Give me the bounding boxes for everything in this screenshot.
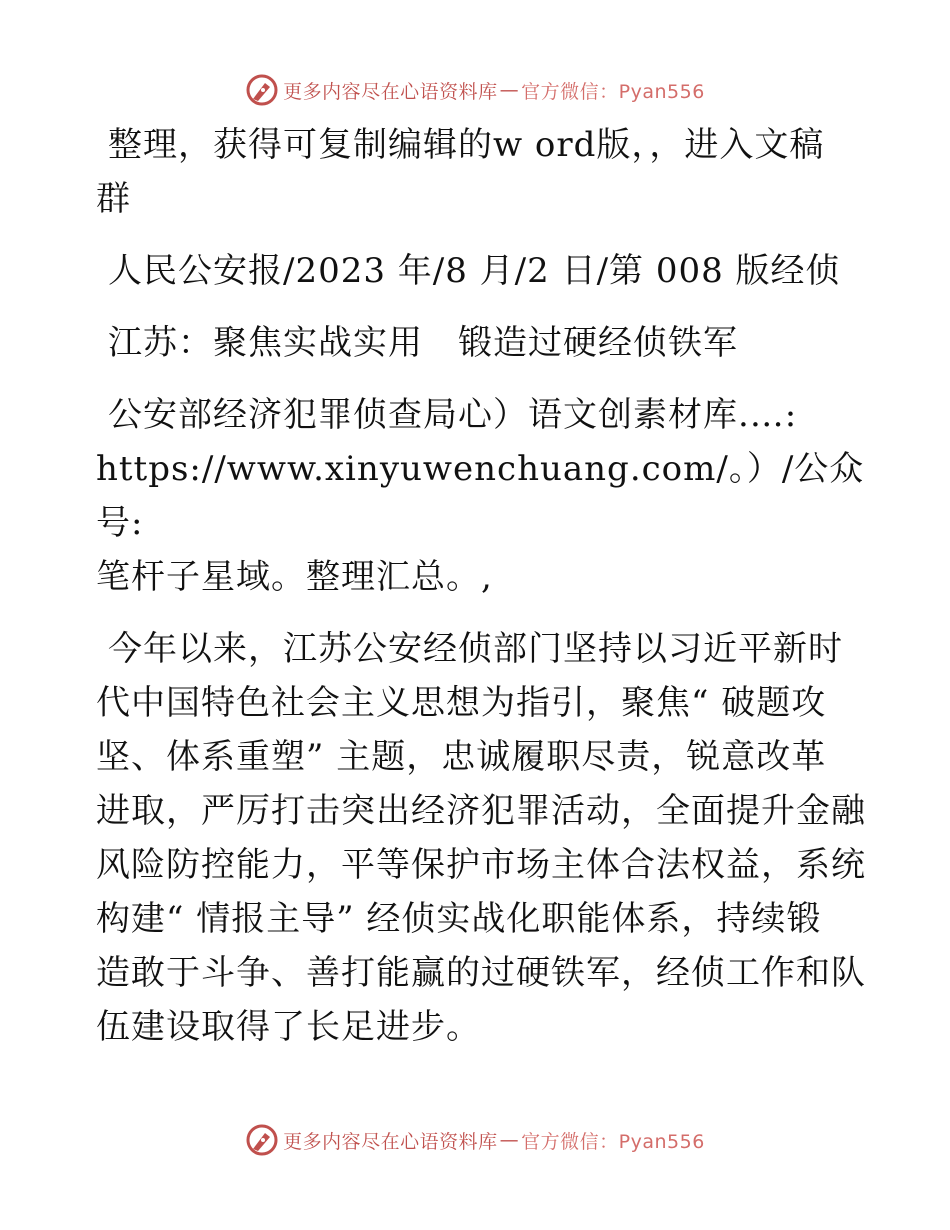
footer-watermark-banner (0, 1120, 950, 1160)
author-line-3: 笔杆子星域。整理汇总。, (96, 557, 493, 597)
article-title: 江苏：聚焦实战实用 锻造过硬经侦铁军 (108, 323, 738, 363)
author-line-1: 公安部经济犯罪侦查局心）语文创素材库.…: (108, 395, 798, 435)
banner-wechat-text: 官方微信：Pyan556 (521, 80, 705, 103)
intro-line-1: 整理，获得可复制编辑的w ord版，，进入文稿 (108, 125, 825, 165)
intro-line-2: 群 (96, 179, 131, 219)
paragraph-line: 代中国特色社会主义思想为指引，聚焦“ 破题攻 (96, 683, 827, 723)
banner-dash: — (499, 79, 520, 101)
paragraph-line: 今年以来，江苏公安经侦部门坚持以习近平新时 (108, 629, 843, 669)
paragraph-line: 构建“ 情报主导” 经侦实战化职能体系，持续锻 (96, 899, 822, 939)
paragraph-line: 伍建设取得了长足进步。 (96, 1007, 481, 1047)
paragraph-line: 坚、体系重塑” 主题，忠诚履职尽责，锐意改革 (96, 737, 827, 777)
banner-main-text: 更多内容尽在心语资料库 (283, 80, 498, 103)
banner-main-text: 更多内容尽在心语资料库 (283, 1130, 498, 1153)
banner-wechat-text: 官方微信：Pyan556 (521, 1130, 705, 1153)
header-watermark-banner (0, 70, 950, 110)
paragraph-line: 进取，严厉打击突出经济犯罪活动，全面提升金融 (96, 791, 866, 831)
banner-dash: — (499, 1129, 520, 1151)
paragraph-line: 造敢于斗争、善打能赢的过硬铁军，经侦工作和队 (96, 953, 866, 993)
author-line-2: https://www.xinyuwenchuang.com/。）/公众号: (96, 449, 865, 543)
source-line: 人民公安报/2023 年/8 月/2 日/第 008 版经侦 (108, 251, 841, 291)
paragraph-line: 风险防控能力，平等保护市场主体合法权益，系统 (96, 845, 866, 885)
pen-nib-logo-icon (245, 73, 279, 107)
pen-nib-logo-icon (245, 1123, 279, 1157)
document-body (96, 118, 866, 1054)
